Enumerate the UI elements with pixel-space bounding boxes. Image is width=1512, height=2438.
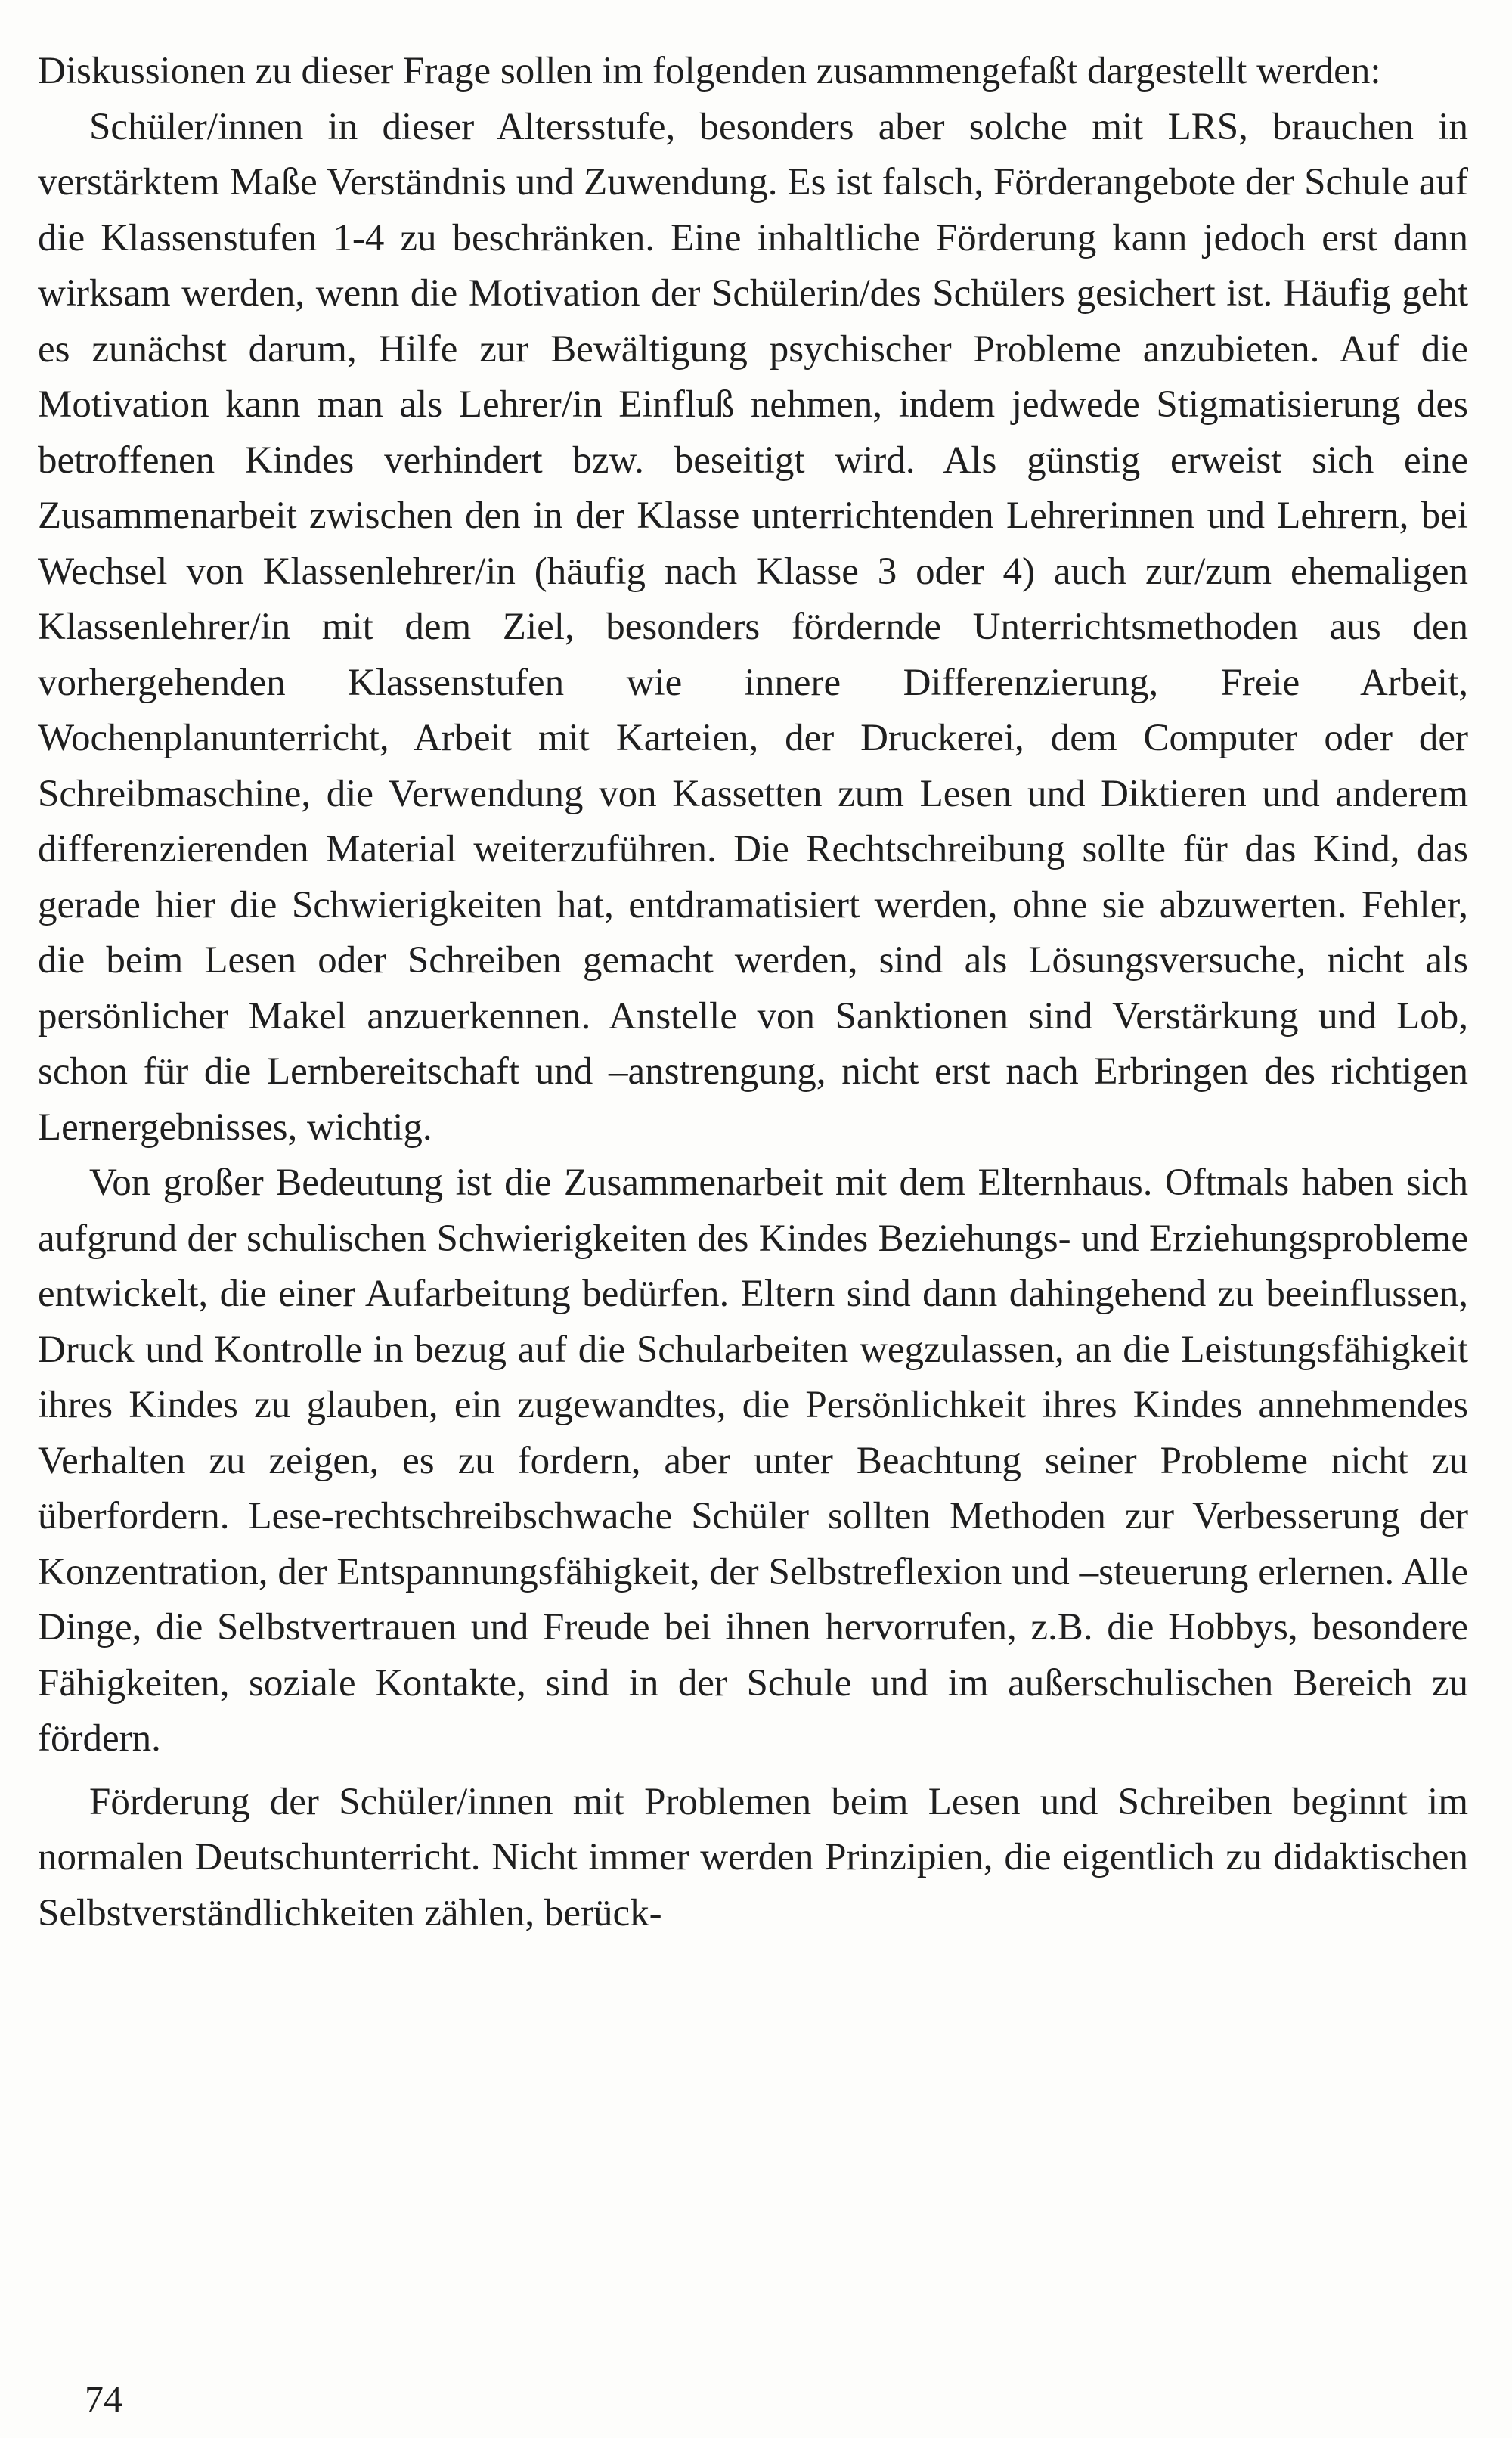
paragraph-2: Schüler/innen in dieser Altersstufe, besonders aber solche mit LRS, brauchen in verstärktem Maße Verständnis und Zuwendung. Es ist falsch, Förderangebote der Schule auf die Klassenstufen 1-4 zu beschränken. Eine inhaltliche Förderung kann jedoch erst dann wirksam werden, wenn die Motivation der Schülerin/des Schülers gesichert ist. Häufig geht es zunächst darum, Hilfe zur Bewältigung psychischer Probleme anzubieten. Auf die Motivation kann man als Lehrer/in Einfluß nehmen, indem jedwede Stigmatisierung des betroffenen Kindes verhindert bzw. beseitigt wird. Als günstig erweist sich eine Zusammenarbeit zwischen den in der Klasse unterrichtenden Lehrerinnen und Lehrern, bei Wechsel von Klassenlehrer/in (häufig nach Klasse 3 oder 4) auch zur/zum ehemaligen Klassenlehrer/in mit dem Ziel, besonders fördernde Unterrichtsmethoden aus den vorhergehenden Klassenstufen wie innere Differenzierung, Freie Arbeit, Wochenplanunterricht, Arbeit mit Karteien, der Druckerei, dem Computer oder der Schreibmaschine, die Verwendung von Kassetten zum Lesen und Diktieren und anderem differenzierenden Material weiterzuführen. Die Rechtschreibung sollte für das Kind, das gerade hier die Schwierigkeiten hat, entdramatisiert werden, ohne sie abzuwerten. Fehler, die beim Lesen oder Schreiben gemacht werden, sind als Lösungsversuche, nicht als persönlicher Makel anzuerkennen. Anstelle von Sanktionen sind Verstärkung und Lob, schon für die Lernbereitschaft und –anstrengung, nicht erst nach Erbringen des richtigen Lernergebnisses, wichtig. (38, 105, 1468, 1149)
page-number: 74 (85, 2378, 122, 2420)
paragraph-4: Förderung der Schüler/innen mit Problemen beim Lesen und Schreiben beginnt im normalen Deutschunterricht. Nicht immer werden Prinzipien, die eigentlich zu didaktischen Selbstverständlichkeiten zählen, berück- (38, 1780, 1468, 1934)
paragraph-3: Von großer Bedeutung ist die Zusammenarbeit mit dem Elternhaus. Oftmals haben sich aufgrund der schulischen Schwierigkeiten des Kindes Beziehungs- und Erziehungsprobleme entwickelt, die einer Aufarbeitung bedürfen. Eltern sind dann dahingehend zu beeinflussen, Druck und Kontrolle in bezug auf die Schularbeiten wegzulassen, an die Leistungsfähigkeit ihres Kindes zu glauben, ein zugewandtes, die Persönlichkeit ihres Kindes annehmendes Verhalten zu zeigen, es zu fordern, aber unter Beachtung seiner Probleme nicht zu überfordern. Lese-rechtschreibschwache Schüler sollten Methoden zur Verbesserung der Konzentration, der Entspannungsfähigkeit, der Selbstreflexion und –steuerung erlernen. Alle Dinge, die Selbstvertrauen und Freude bei ihnen hervorrufen, z.B. die Hobbys, besondere Fähigkeiten, soziale Kontakte, sind in der Schule und im außerschulischen Bereich zu fördern. (38, 1162, 1468, 1760)
paragraph-1: Diskussionen zu dieser Frage sollen im folgenden zusammengefaßt dargestellt werden: (38, 50, 1381, 92)
body-text (38, 44, 1468, 1941)
